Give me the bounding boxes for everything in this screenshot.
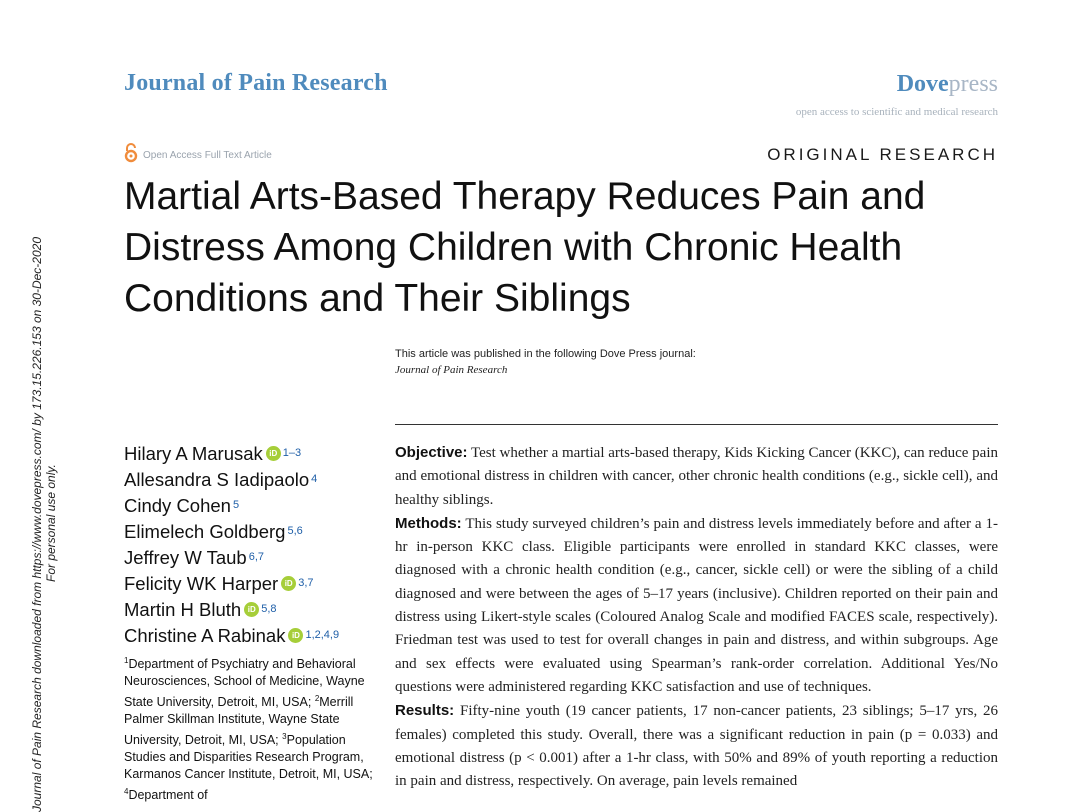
- publication-note-text: This article was published in the following Dove Press journal:: [395, 348, 696, 360]
- author-item[interactable]: [124, 440, 394, 466]
- abstract-objective-text: Test whether a martial arts-based therapy, Kids Kicking Cancer (KKC), can reduce pain and emotional distress in children with cancer, other chronic health conditions (e.g., sickle cell), and healthy siblings.: [395, 445, 998, 508]
- abstract-objective-label: Objective:: [395, 444, 468, 461]
- author-name: Jeffrey W Taub: [124, 546, 247, 568]
- author-affiliation-sup: 1,2,4,9: [305, 629, 340, 641]
- abstract-results: [395, 699, 998, 793]
- open-access-label: Open Access Full Text Article: [143, 150, 272, 161]
- author-item[interactable]: [124, 596, 394, 622]
- author-affiliation-sup: 1–3: [282, 447, 302, 459]
- orcid-icon[interactable]: iD: [288, 628, 303, 643]
- abstract-methods: [395, 512, 998, 699]
- publication-note: [395, 346, 696, 378]
- orcid-icon[interactable]: iD: [281, 576, 296, 591]
- author-item[interactable]: [124, 492, 394, 518]
- journal-name[interactable]: Journal of Pain Research: [124, 70, 388, 96]
- divider: [395, 424, 998, 425]
- author-affiliation-sup: 5,8: [261, 603, 277, 615]
- open-access-badge: [124, 143, 272, 168]
- affiliation-text: Department of Psychiatry and Behavioral Neurosciences, School of Medicine, Wayne State University, Detroit, MI, USA;: [124, 657, 365, 710]
- author-item[interactable]: [124, 570, 394, 596]
- affiliation-text: Population Studies and Disparities Research Program, Karmanos Cancer Institute, Detroit, MI, USA;: [124, 733, 373, 782]
- author-name: Felicity WK Harper: [124, 572, 279, 594]
- abstract-methods-text: This study surveyed children’s pain and distress levels immediately before and after a 1-hr in-person KKC class. Eligible participants were enrolled in standard KKC classes, were diagnosed with a chronic health condition (e.g., cancer, sickle cell) or were the sibling of a child diagnosed and were between the ages of 5–17 years (inclusive). Children reported on their pain and distress using Likert-style scales (Coloured Analog Scale and modified FACES scale, respectively). Friedman test was used to test for overall changes in pain and distress, and within subgroups. Age and sex effects were evaluated using Spearman’s rank-order correlation. Additional Yes/No questions were administered regarding KKC satisfaction and use of techniques.: [395, 515, 998, 695]
- abstract-results-label: Results:: [395, 702, 455, 720]
- publisher-logo-press: press: [948, 71, 998, 97]
- download-notice: [30, 237, 58, 812]
- author-item[interactable]: [124, 518, 394, 544]
- publication-note-journal: Journal of Pain Research: [395, 364, 508, 376]
- publisher-tagline: open access to scientific and medical research: [795, 106, 998, 118]
- author-item[interactable]: [124, 466, 394, 492]
- author-name: Martin H Bluth: [124, 598, 242, 620]
- orcid-icon[interactable]: iD: [244, 602, 259, 617]
- author-name: Cindy Cohen: [124, 494, 231, 516]
- author-affiliation-sup: 4: [311, 473, 318, 485]
- author-name: Elimelech Goldberg: [124, 520, 286, 542]
- author-name: Christine A Rabinak: [124, 624, 286, 646]
- article-title: Martial Arts-Based Therapy Reduces Pain and Distress Among Children with Chronic Health Conditions and Their Siblings: [124, 175, 926, 320]
- abstract-objective: [395, 441, 998, 512]
- author-item[interactable]: [124, 622, 394, 648]
- download-notice-line1: Journal of Pain Research downloaded from https://www.dovepress.com/ by 173.15.226.153 on 30-Dec-2020: [30, 236, 44, 812]
- publisher-logo-dove: Dove: [896, 71, 949, 97]
- download-notice-line2: For personal use only.: [44, 464, 58, 582]
- article-type: ORIGINAL RESEARCH: [767, 145, 998, 164]
- author-item[interactable]: [124, 544, 394, 570]
- abstract-methods-label: Methods:: [395, 514, 462, 532]
- abstract-results-text: Fifty-nine youth (19 cancer patients, 17 non-cancer patients, 23 siblings; 5–17 yrs, 26 females) completed this study. Overall, there was a significant reduction in pain (p = 0.033) and emotional distress (p < 0.001) after a 1-hr class, with 50% and 89% of youth reporting a reduction in pain and distress, respectively. On average, pain levels remained: [395, 703, 999, 790]
- author-list: [124, 440, 394, 648]
- publisher-logo[interactable]: [897, 71, 998, 98]
- orcid-icon[interactable]: iD: [266, 446, 281, 461]
- author-affiliation-sup: 5,6: [287, 525, 303, 537]
- author-affiliation-sup: 6,7: [248, 551, 265, 563]
- affiliation-text: Department of: [128, 788, 208, 803]
- affiliations: $^1$Department of Psychiatry and Behavioral Neurosciences, School of Medicine, Wayne State University, Detroit, MI, USA; $^2$Merrill Palmer Skillman Institute, Wayne State University, Detroit, MI, USA; $^3$Population Studies and Disparities Research Program, Karmanos Cancer Institute, Detroit, MI, USA; $^4$Department of: [124, 656, 373, 803]
- author-affiliation-sup: 5: [232, 499, 240, 511]
- author-name: Hilary A Marusak: [124, 442, 263, 464]
- author-affiliation-sup: 3,7: [298, 577, 314, 589]
- affiliation-text: Merrill Palmer Skillman Institute, Wayne State University, Detroit, MI, USA;: [124, 695, 354, 748]
- author-name: Allesandra S Iadipaolo: [124, 468, 310, 490]
- abstract: [395, 441, 998, 793]
- open-access-icon: [124, 143, 138, 168]
